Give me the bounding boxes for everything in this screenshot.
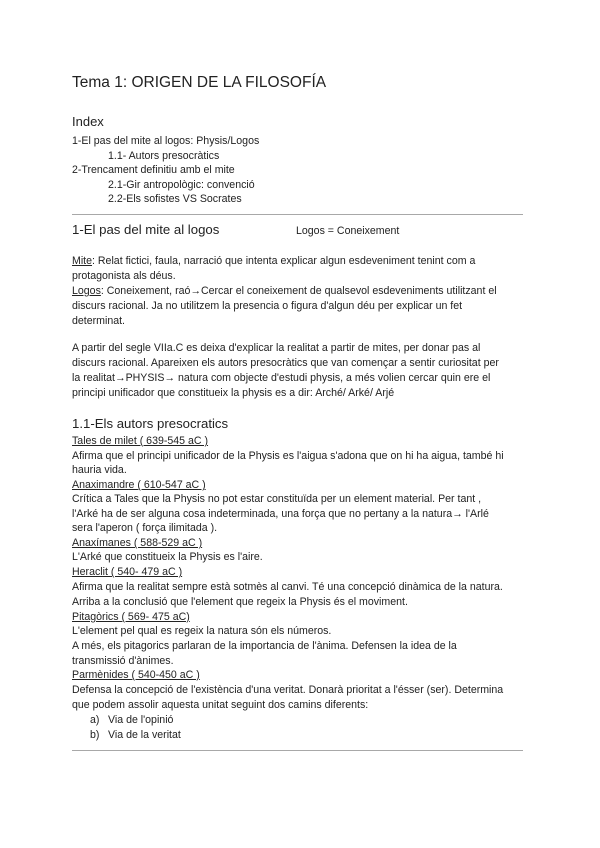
text-line: A més, els pitagorics parlaran de la importancia de l'ànima. Defensen la idea de la	[72, 640, 457, 652]
author-heading-heraclit: Heraclit ( 540- 479 aC )	[72, 566, 183, 578]
text-line: discurs racional. Apareixen els autors presocràtics que van començar a sentir curiositat per	[72, 357, 499, 369]
list-item	[90, 714, 173, 726]
author-heading-parmenides: Parmènides ( 540-450 aC )	[72, 669, 200, 681]
text-line: Afirma que la realitat sempre està sotmès al canvi. Té una concepció dinàmica de la natura.	[72, 581, 503, 593]
text-line: protagonista als déus.	[72, 270, 176, 282]
list-item	[90, 729, 181, 741]
divider	[72, 750, 523, 751]
toc-item: 1-El pas del mite al logos: Physis/Logos	[72, 135, 260, 147]
text-line: transmissió d'ànimes.	[72, 655, 174, 667]
logos-definition-text: Logos: Coneixement, raó→Cercar el coneixement de qualsevol esdeveniments utilitzant el	[72, 285, 497, 297]
text-line: discurs racional. Ja no utilitzem la presencia o figura d'algun déu per explicar un fet	[72, 300, 463, 312]
author-heading-tales: Tales de milet ( 639-545 aC )	[72, 435, 209, 447]
section-heading-1-1: 1.1-Els autors presocratics	[72, 416, 229, 431]
section-heading-1: 1-El pas del mite al logos	[72, 222, 220, 237]
text-line: la realitat→PHYSIS→ natura com objecte d'estudi physis, a més volien cercar quin ere el	[72, 372, 491, 384]
document-title: Tema 1: ORIGEN DE LA FILOSOFÍA	[72, 74, 327, 91]
text-line: L'element pel qual es regeix la natura són els números.	[72, 625, 332, 637]
index-heading: Index	[72, 114, 104, 129]
toc-item: 2.1-Gir antropològic: convenció	[108, 179, 255, 191]
text-line: hauria vida.	[72, 464, 127, 476]
toc-item: 1.1- Autors presocràtics	[108, 150, 220, 162]
author-heading-anaximandre: Anaximandre ( 610-547 aC )	[72, 479, 206, 491]
logos-term: Logos	[72, 285, 101, 297]
text-line: Defensa la concepció de l'existència d'una veritat. Donarà prioritat a l'ésser (ser). Determina	[72, 684, 504, 696]
mite-term: Mite	[72, 255, 93, 267]
author-heading-pitagorics: Pitagòrics ( 569- 475 aC)	[72, 611, 190, 623]
text-line: que podem assolir aquesta unitat seguint dos camins diferents:	[72, 699, 369, 711]
text-line: A partir del segle VIIa.C es deixa d'explicar la realitat a partir de mites, per donar pas al	[72, 342, 481, 354]
text-line: sera l'aperon ( força ilimitada ).	[72, 522, 218, 534]
divider	[72, 214, 523, 215]
list-marker: b)	[90, 729, 100, 741]
text-line: principi unificador que constitueix la physis es a dir: Arché/ Arké/ Arjé	[72, 387, 395, 399]
author-heading-anaximanes: Anaxímanes ( 588-529 aC )	[72, 537, 203, 549]
text-line: Arriba a la conclusió que l'element que regeix la Physis és el moviment.	[72, 596, 408, 608]
toc-item: 2.2-Els sofistes VS Socrates	[108, 193, 242, 205]
logos-definition: Logos = Coneixement	[296, 225, 400, 237]
text-line: determinat.	[72, 315, 125, 327]
list-text: Via de la veritat	[108, 729, 181, 741]
text-line: Crítica a Tales que la Physis no pot estar constituïda per un element material. Per tant ,	[72, 493, 482, 505]
toc-item: 2-Trencament definitiu amb el mite	[72, 164, 235, 176]
text-line: Afirma que el principi unificador de la Physis es l'aigua s'adona que on hi ha aigua, també hi	[72, 450, 504, 462]
text-line: l'Arké ha de ser alguna cosa indeterminada, una força que no pertany a la natura→ l'Arlé	[72, 508, 489, 520]
mite-definition: Mite: Relat fictici, faula, narració que intenta explicar algun esdeveniment tenint com a	[72, 255, 476, 267]
text-line: L'Arké que constitueix la Physis es l'aire.	[72, 551, 263, 563]
list-marker: a)	[90, 714, 100, 726]
list-text: Via de l'opinió	[108, 714, 174, 726]
